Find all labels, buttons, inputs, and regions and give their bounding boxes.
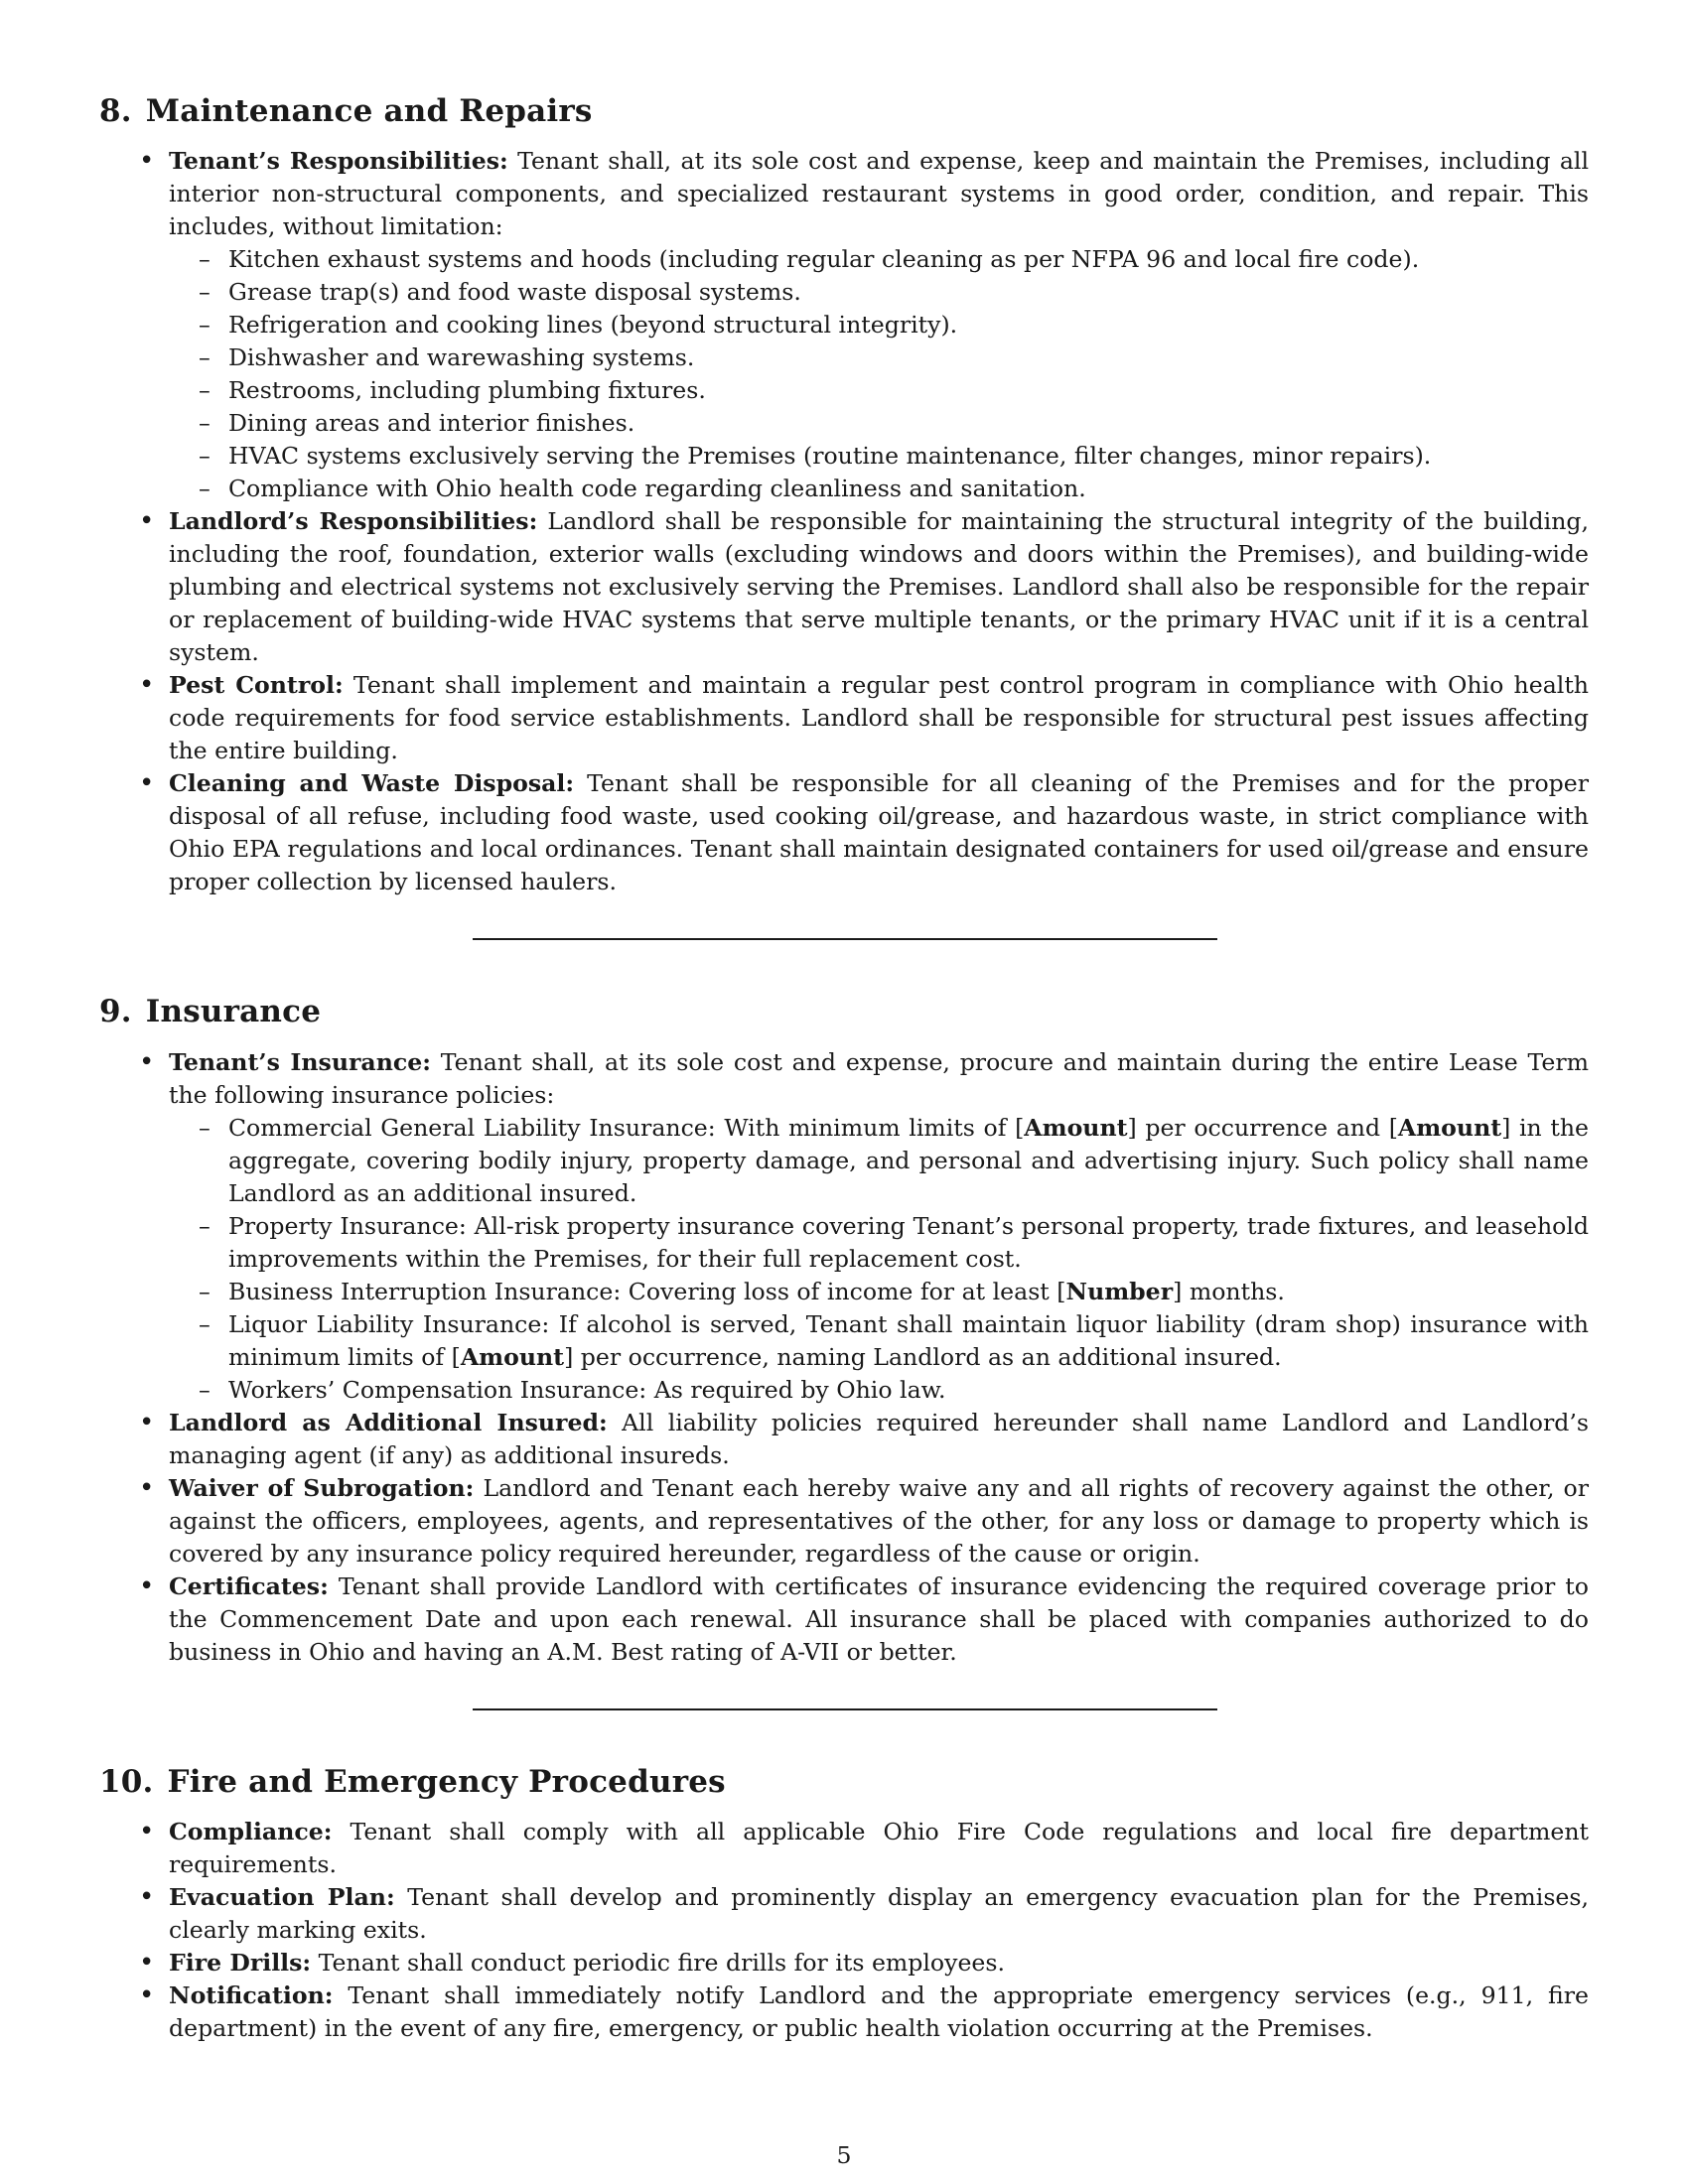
item-text: Tenant shall immediately notify Landlord and the appropriate emergency services (e.g., 911, fire department) in the event of any fire, emergency, or public health violation occurring at the Premises. <box>169 1980 1589 2042</box>
item-label: Pest Control: <box>169 671 344 700</box>
item-label: Notification: <box>169 1980 334 2009</box>
list-item-pest-control <box>169 669 1589 767</box>
list-item-landlord-responsibilities <box>169 505 1589 669</box>
item-text: Tenant shall provide Landlord with certificates of insurance evidencing the required coverage prior to the Commencement Date and upon each renewal. All insurance shall be placed with companies authorized to do business in Ohio and having an A.M. Best rating of A-VII or better. <box>169 1571 1589 1666</box>
sub-list-item: – Refrigeration and cooking lines (beyond structural integrity). <box>228 309 1589 341</box>
list-item-additional-insured <box>169 1407 1589 1472</box>
section-title: Maintenance and Repairs <box>145 93 593 129</box>
section-heading <box>99 1762 1589 1802</box>
sub-list-item-liquor-liability <box>228 1308 1589 1374</box>
section-number: 9. <box>99 994 132 1030</box>
document-page <box>99 91 1589 2045</box>
item-text: All liability policies required hereunder shall name Landlord and Landlord’s managing agent (if any) as additional insureds. <box>169 1408 1589 1469</box>
section-title: Insurance <box>145 994 322 1030</box>
list-item-notification <box>169 1979 1589 2045</box>
section-maintenance-and-repairs <box>99 91 1589 898</box>
sub-list-item: – Kitchen exhaust systems and hoods (including regular cleaning as per NFPA 96 and local fire code). <box>228 243 1589 276</box>
placeholder-number: Number <box>1065 1277 1174 1305</box>
list-item-cleaning-waste <box>169 767 1589 898</box>
section-heading <box>99 91 1589 131</box>
section-number: 8. <box>99 93 132 129</box>
section-fire-emergency <box>99 1762 1589 2045</box>
item-label: Tenant’s Responsibilities: <box>169 147 508 176</box>
item-text: Landlord shall be responsible for maintaining the structural integrity of the building, including the roof, foundation, exterior walls (excluding windows and doors within the Premises), and building-wide plumbing and electrical systems not exclusively serving the Premises. Landlord shall also be responsible for the repair or replacement of building-wide HVAC systems that serve multiple tenants, or the primary HVAC unit if it is a central system. <box>169 507 1589 667</box>
list-item-compliance <box>169 1816 1589 1881</box>
text-run: Commercial General Liability Insurance: With minimum limits of [ <box>228 1113 1025 1142</box>
sub-list-item-property: – Property Insurance: All-risk property insurance covering Tenant’s personal property, trade fixtures, and leasehold improvements within the Premises, for their full replacement cost. <box>228 1210 1589 1276</box>
sub-list-item-cgl <box>228 1112 1589 1210</box>
text-run: ] months. <box>1173 1277 1285 1305</box>
sub-list-item: – Restrooms, including plumbing fixtures. <box>228 374 1589 407</box>
sub-list-item-business-interruption <box>228 1276 1589 1308</box>
text-run: ] in the aggregate, covering bodily injury, property damage, and personal and advertising injury. Such policy shall name Landlord as an additional insured. <box>228 1113 1589 1207</box>
placeholder-amount: Amount <box>1397 1113 1502 1142</box>
sub-list-item-workers-comp: – Workers’ Compensation Insurance: As required by Ohio law. <box>228 1374 1589 1407</box>
sub-list <box>169 243 1589 505</box>
section-list <box>99 1046 1589 1669</box>
item-label: Evacuation Plan: <box>169 1882 395 1911</box>
sub-list <box>169 1112 1589 1407</box>
section-heading <box>99 992 1589 1031</box>
sub-list-item: – HVAC systems exclusively serving the Premises (routine maintenance, filter changes, minor repairs). <box>228 440 1589 473</box>
item-text: Tenant shall comply with all applicable Ohio Fire Code regulations and local fire department requirements. <box>169 1817 1590 1878</box>
section-list <box>99 145 1589 898</box>
item-label: Fire Drills: <box>169 1948 312 1977</box>
sub-list-item: – Grease trap(s) and food waste disposal systems. <box>228 276 1589 309</box>
item-label: Waiver of Subrogation: <box>169 1473 475 1502</box>
list-item-tenant-insurance <box>169 1046 1589 1407</box>
list-item-fire-drills <box>169 1947 1589 1979</box>
page-number: 5 <box>836 2141 852 2169</box>
item-text: Tenant shall, at its sole cost and expense, keep and maintain the Premises, including all interior non-structural components, and specialized restaurant systems in good order, condition, and repair. This includes, without limitation: <box>169 147 1589 241</box>
item-label: Landlord as Additional Insured: <box>169 1408 608 1436</box>
placeholder-amount: Amount <box>1024 1113 1128 1142</box>
item-label: Landlord’s Responsibilities: <box>169 507 538 536</box>
text-run: Liquor Liability Insurance: If alcohol is served, Tenant shall maintain liquor liability (dram shop) insurance with minimum limits of [ <box>228 1309 1589 1371</box>
text-run: ] per occurrence and [ <box>1127 1113 1398 1142</box>
sub-list-item: – Dishwasher and warewashing systems. <box>228 341 1589 374</box>
list-item-evacuation-plan <box>169 1881 1589 1947</box>
item-text: Tenant shall implement and maintain a regular pest control program in compliance with Ohio health code requirements for food service establishments. Landlord shall be responsible for structural pest issues affecting the entire building. <box>169 671 1589 765</box>
list-item-tenant-responsibilities <box>169 145 1589 505</box>
item-text: Landlord and Tenant each hereby waive any and all rights of recovery against the other, or against the officers, employees, agents, and representatives of the other, for any loss or damage to property which is covered by any insurance policy required hereunder, regardless of the cause or origin. <box>169 1473 1589 1568</box>
item-text: Tenant shall, at its sole cost and expense, procure and maintain during the entire Lease Term the following insurance policies: <box>169 1047 1589 1109</box>
placeholder-amount: Amount <box>460 1342 565 1371</box>
item-label: Cleaning and Waste Disposal: <box>169 769 575 798</box>
section-divider <box>473 1708 1217 1710</box>
sub-list-item: – Dining areas and interior finishes. <box>228 407 1589 440</box>
list-item-certificates <box>169 1570 1589 1669</box>
item-text: Tenant shall develop and prominently display an emergency evacuation plan for the Premises, clearly marking exits. <box>169 1882 1589 1944</box>
item-text: Tenant shall be responsible for all cleaning of the Premises and for the proper disposal of all refuse, including food waste, used cooking oil/grease, and hazardous waste, in strict compliance with Ohio EPA regulations and local ordinances. Tenant shall maintain designated containers for used oil/grease and ensure proper collection by licensed haulers. <box>169 769 1590 896</box>
section-insurance <box>99 992 1589 1668</box>
section-number: 10. <box>99 1763 154 1800</box>
item-label: Compliance: <box>169 1817 333 1845</box>
text-run: Business Interruption Insurance: Covering loss of income for at least [ <box>228 1277 1066 1305</box>
section-title: Fire and Emergency Procedures <box>167 1763 726 1800</box>
section-list <box>99 1816 1589 2045</box>
item-label: Certificates: <box>169 1571 329 1600</box>
section-divider <box>473 938 1217 940</box>
item-text: Tenant shall conduct periodic fire drills for its employees. <box>318 1948 1005 1977</box>
item-label: Tenant’s Insurance: <box>169 1047 431 1076</box>
text-run: ] per occurrence, naming Landlord as an additional insured. <box>564 1342 1282 1371</box>
sub-list-item: – Compliance with Ohio health code regarding cleanliness and sanitation. <box>228 473 1589 505</box>
list-item-waiver-of-subrogation <box>169 1472 1589 1570</box>
